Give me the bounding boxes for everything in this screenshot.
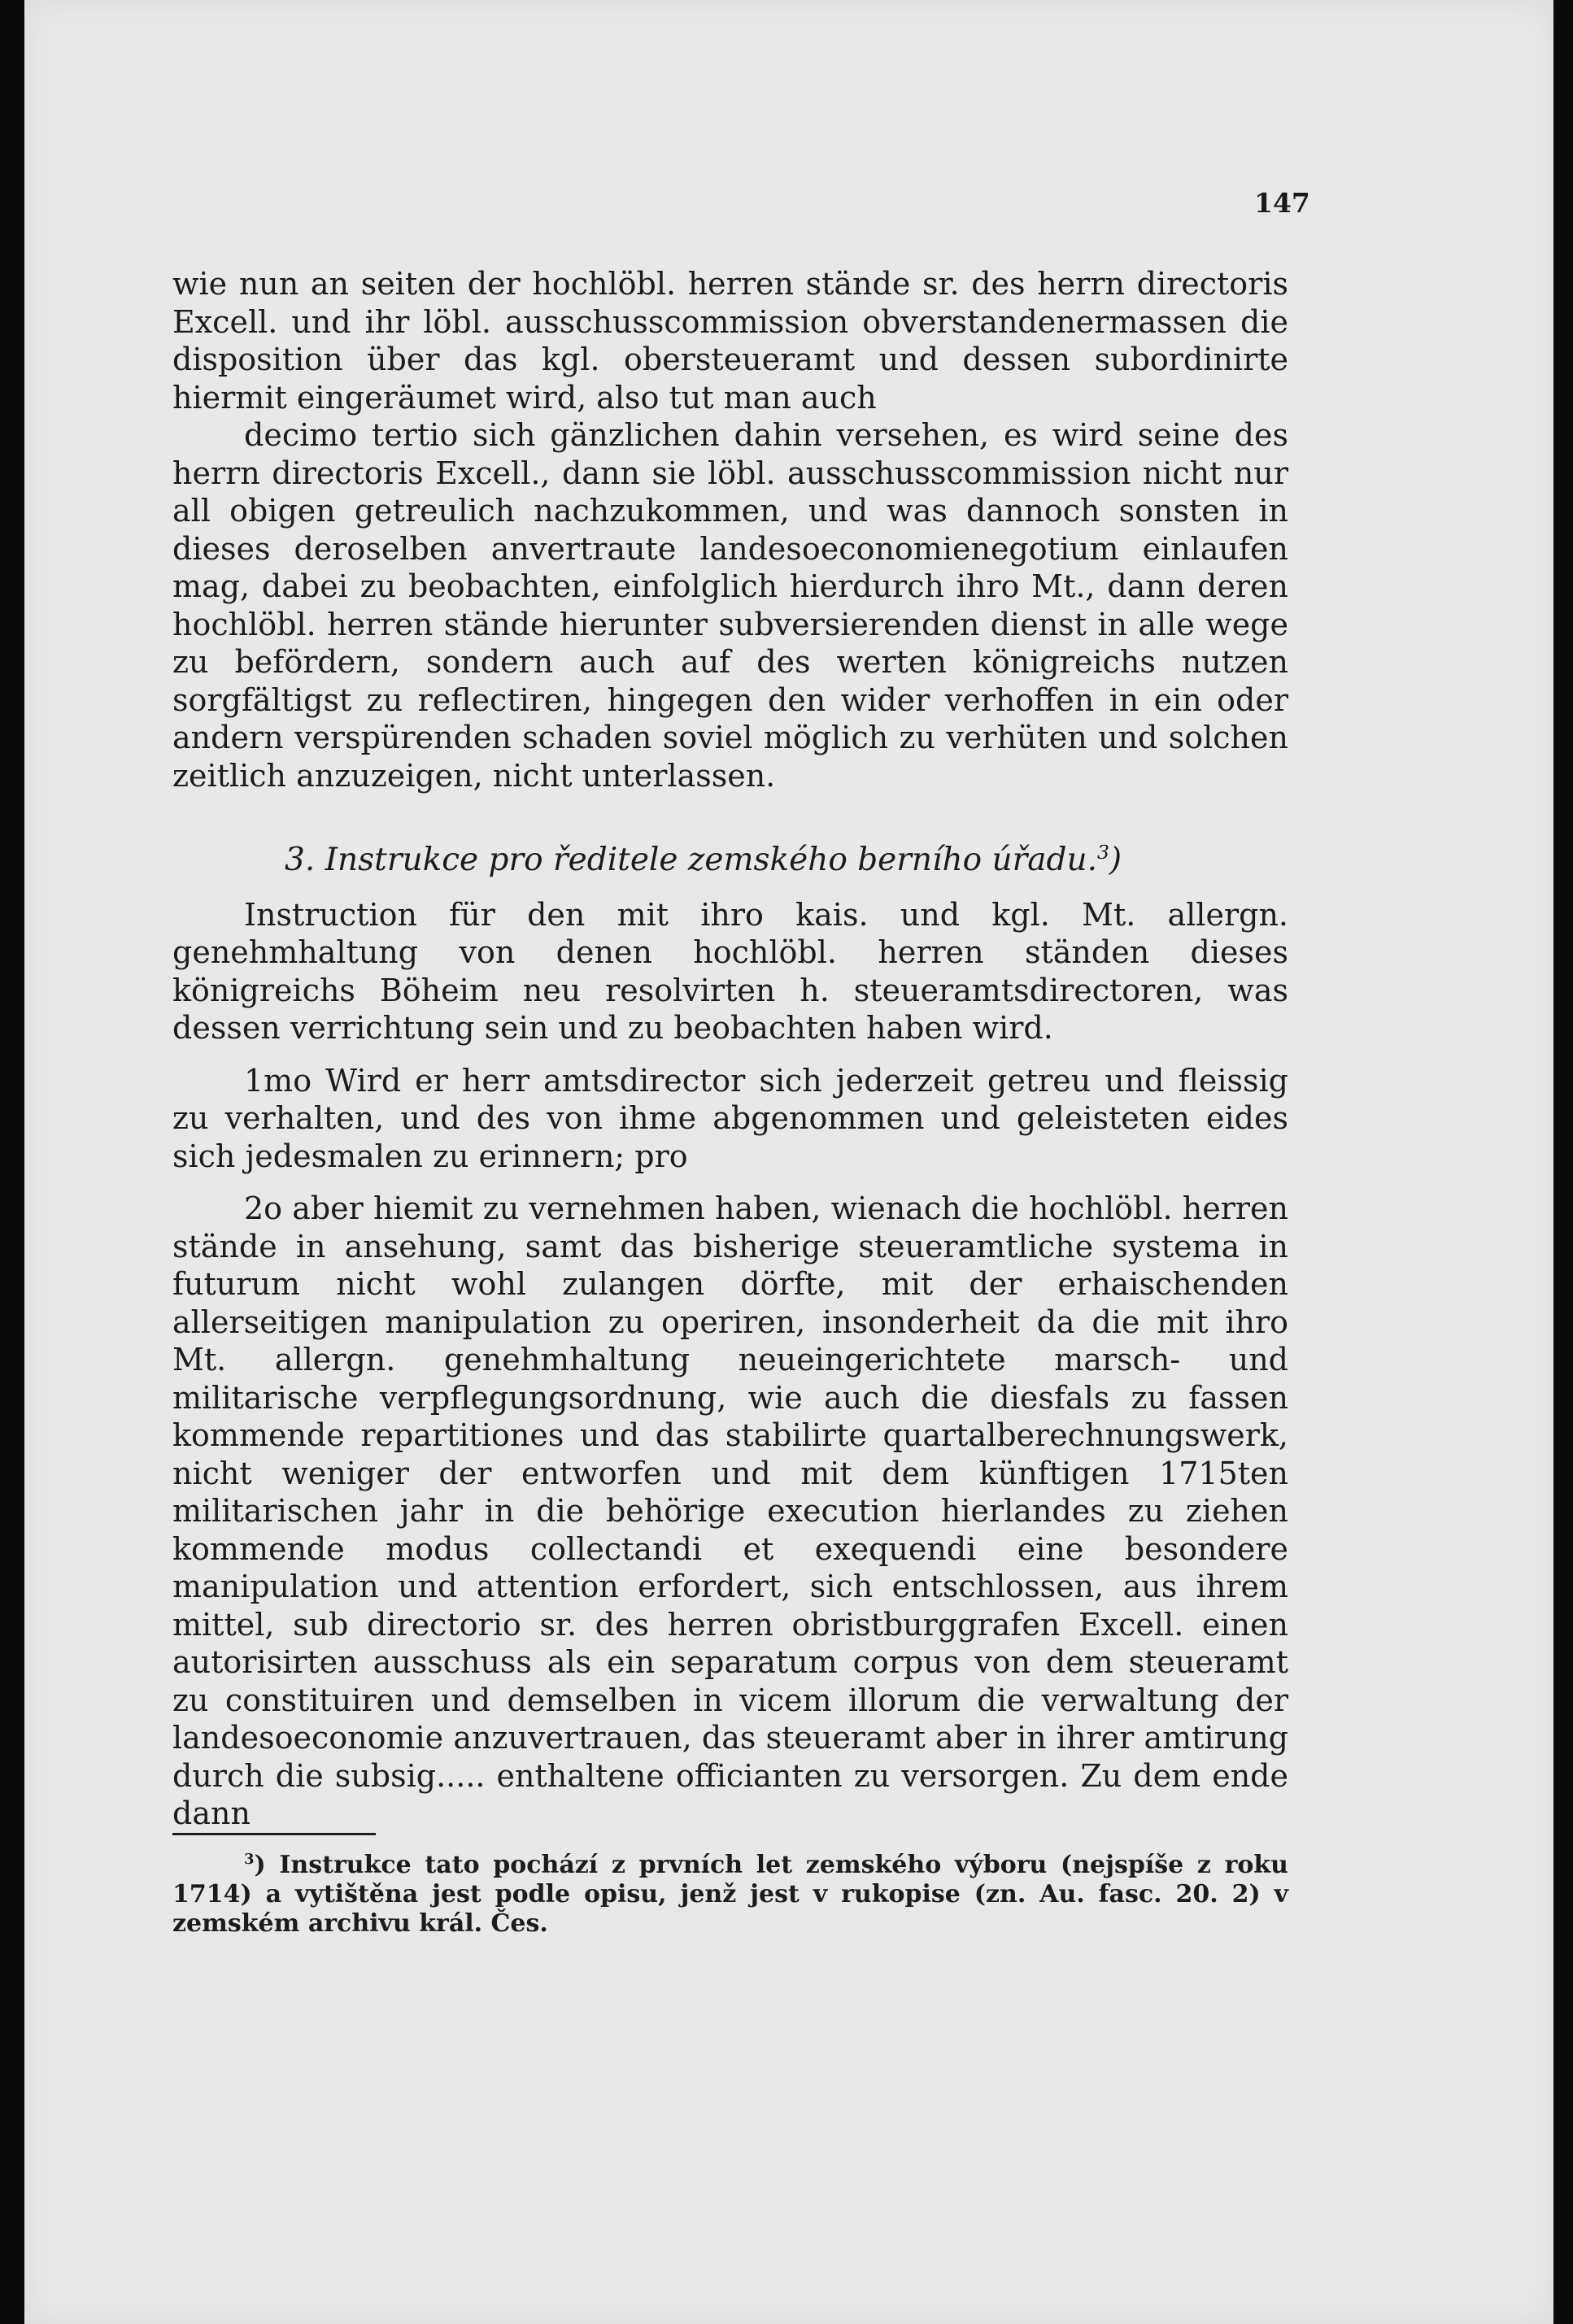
book-page xyxy=(24,0,1553,2324)
footnote-reference: 3 xyxy=(1096,841,1109,864)
footnote-text: ) Instrukce tato pochází z prvních let zemského výboru (nejspíše z roku 1714) a vytištěna jest podle opisu, jenž jest v rukopise (zn. Au. fasc. 20. 2) v zemském archivu král. Čes. xyxy=(172,1851,1288,1938)
section-heading-text: 3. Instrukce pro ředitele zemského berního úřadu. xyxy=(285,842,1097,878)
body-text xyxy=(172,265,1288,1833)
page-number: 147 xyxy=(1254,187,1310,219)
paragraph: decimo tertio sich gänzlichen dahin versehen, es wird seine des herrn directoris Excell., dann sie löbl. ausschusscommission nicht nur all obigen getreulich nachzukommen, und was dannoch sonsten in dieses deroselben anvertraute landesoeconomienegotium einlaufen mag, dabei zu beobachten, einfolglich hierdurch ihro Mt., dann deren hochlöbl. herren stände hierunter subversierenden dienst in alle wege zu befördern, sondern auch auf des werten königreichs nutzen sorgfältigst zu reflectiren, hingegen den wider verhoffen in ein oder andern verspürenden schaden soviel möglich zu verhüten und solchen zeitlich anzuzeigen, nicht unterlassen. xyxy=(172,417,1288,794)
paragraph: Instruction für den mit ihro kais. und kgl. Mt. allergn. genehmhaltung von denen hochlöbl. herren ständen dieses königreichs Böheim neu resolvirten h. steueramtsdirectoren, was dessen verrichtung sein und zu beobachten haben wird. xyxy=(172,896,1288,1046)
footnote-divider xyxy=(172,1833,376,1835)
paragraph: 1mo Wird er herr amtsdirector sich jederzeit getreu und fleissig zu verhalten, und des von ihme abgenommen und geleisteten eides sich jedesmalen zu erinnern; pro xyxy=(172,1062,1288,1174)
footnotes xyxy=(172,1851,1288,1939)
paragraph: 2o aber hiemit zu vernehmen haben, wienach die hochlöbl. herren stände in ansehung, samt das bisherige steueramtliche systema in futurum nicht wohl zulangen dörfte, mit der erhaischenden allerseitigen manipulation zu operiren, insonderheit da die mit ihro Mt. allergn. genehmhaltung neueingerichtete marsch- und militarische verpflegungsordnung, wie auch die diesfals zu fassen kommende repartitiones und das stabilirte quartalberechnungswerk, nicht weniger der entworfen und mit dem künftigen 1715ten militarischen jahr in die behörige execution hierlandes zu ziehen kommende modus collectandi et exequendi eine besondere manipulation und attention erfordert, sich entschlossen, aus ihrem mittel, sub directorio sr. des herren obristburggrafen Excell. einen autorisirten ausschuss als ein separatum corpus von dem steueramt zu constituiren und demselben in vicem illorum die verwaltung der landesoeconomie anzuvertrauen, das steueramt aber in ihrer amtirung durch die subsig..... enthaltene officianten zu versorgen. Zu dem ende dann xyxy=(172,1190,1288,1831)
section-heading xyxy=(172,842,1288,880)
footnote-mark: 3 xyxy=(244,1851,255,1868)
section-heading-close: ) xyxy=(1109,842,1122,878)
paragraph: wie nun an seiten der hochlöbl. herren stände sr. des herrn directoris Excell. und ihr löbl. ausschusscommission obverstandenermassen die disposition über das kgl. obersteueramt und dessen subordinirte hiermit eingeräumet wird, also tut man auch xyxy=(172,266,1288,416)
footnote xyxy=(172,1851,1288,1939)
